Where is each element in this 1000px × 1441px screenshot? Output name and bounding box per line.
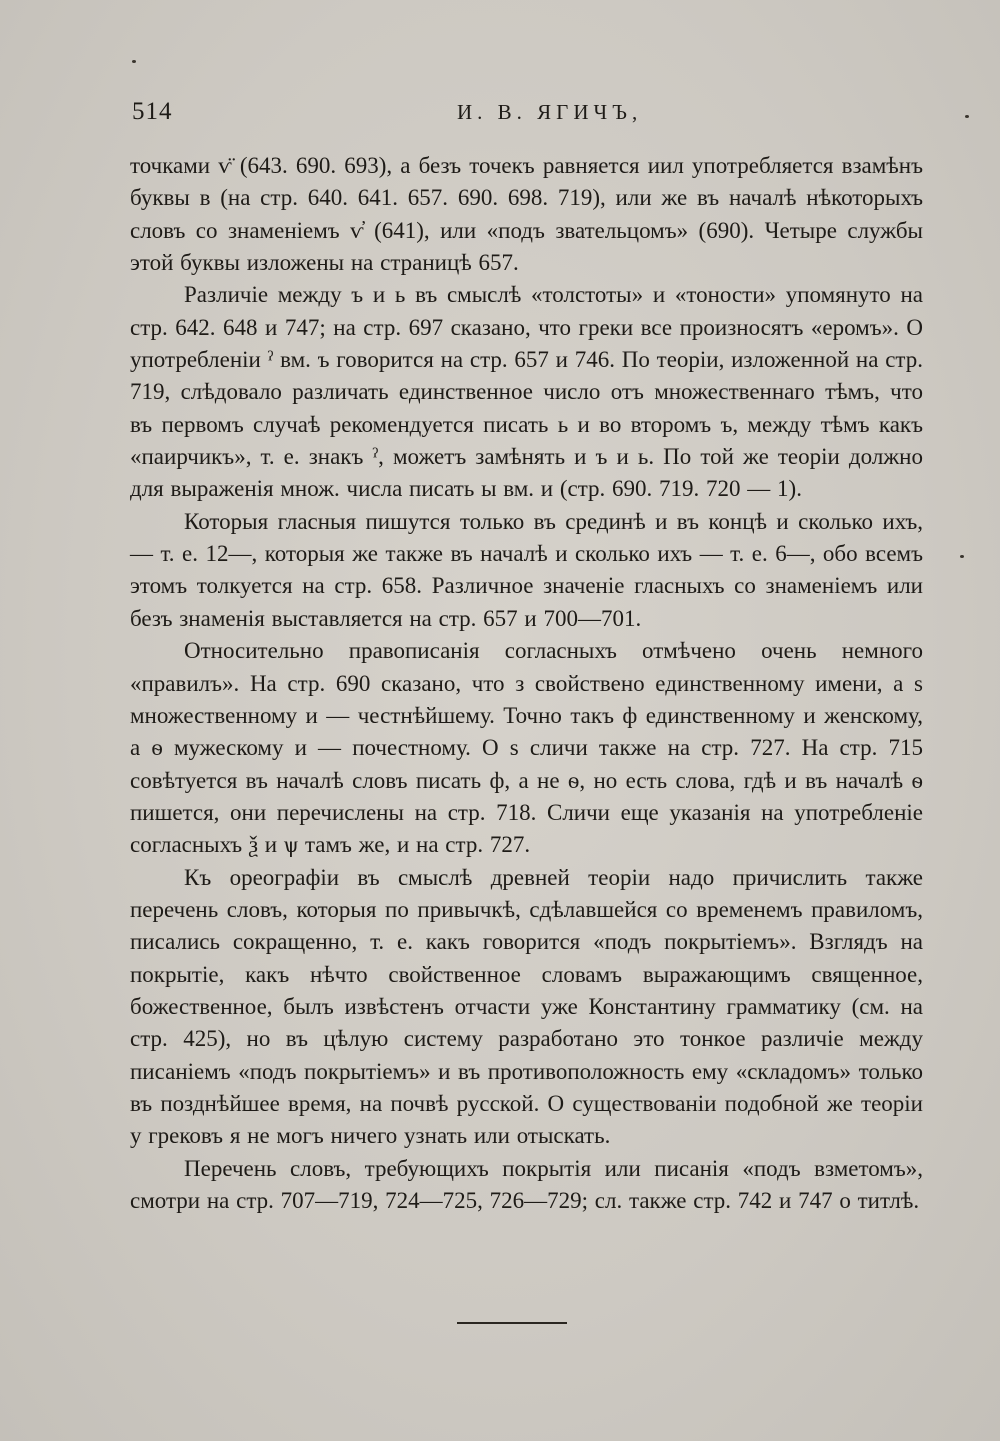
- end-rule: [457, 1322, 567, 1324]
- print-speck: [960, 555, 964, 558]
- page-number: 514: [132, 98, 173, 125]
- print-speck: [132, 60, 136, 63]
- page-header: [132, 98, 922, 134]
- print-speck: [965, 115, 969, 118]
- paragraph-continued: точками ѵ̈ (643. 690. 693), а безъ точекъ равняется иил употребляется взамѣнъ буквы в (на стр. 640. 641. 657. 690. 698. 719), или же въ началѣ нѣкоторыхъ словъ со знаменіемъ ѵ̓ (641), или «подъ звательцомъ» (690). Четыре службы этой буквы изложены на страницѣ 657.: [130, 153, 923, 276]
- paragraph: Которыя гласныя пишутся только въ срединѣ и въ концѣ и сколько ихъ, — т. е. 12—, которыя же также въ началѣ и сколько ихъ — т. е. 6—, обо всемъ этомъ толкуется на стр. 658. Различное значеніе гласныхъ со знаменіемъ или безъ знаменія выставляется на стр. 657 и 700—701.: [130, 508, 923, 631]
- paragraph: Относительно правописанія согласныхъ отмѣчено очень немного «правилъ». На стр. 690 сказано, что з свойствено единственному имени, а ѕ множественному и — честнѣйшему. Точно такъ ф единственному и женскому, а ѳ мужескому и — почестному. О ѕ сличи также на стр. 727. На стр. 715 совѣтуется въ началѣ словъ писать ф, а не ѳ, но есть слова, гдѣ и въ началѣ ѳ пишется, они перечислены на стр. 718. Сличи еще указанія на употребленіе согласныхъ ѯ и ѱ тамъ же, и на стр. 727.: [130, 638, 923, 858]
- paragraph: Различіе между ъ и ь въ смыслѣ «толстоты» и «тоности» упомянуто на стр. 642. 648 и 747; на стр. 697 сказано, что греки все произносятъ «еромъ». О употребленіи ˀ вм. ъ говорится на стр. 657 и 746. По теоріи, изложенной на стр. 719, слѣдовало различать единственное число отъ множественнаго тѣмъ, что въ первомъ случаѣ рекомендуется писать ь и во второмъ ъ, между тѣмъ какъ «паирчикъ», т. е. знакъ ˀ, можетъ замѣнять и ъ и ь. По той же теоріи должно для выраженія множ. числа писать ы вм. и (стр. 690. 719. 720 — 1).: [130, 282, 923, 502]
- paragraph: Къ ореографіи въ смыслѣ древней теоріи надо причислить также перечень словъ, которыя по привычкѣ, сдѣлавшейся со временемъ правиломъ, писались сокращенно, т. е. какъ говорится «подъ покрытіемъ». Взглядъ на покрытіе, какъ нѣчто свойственное словамъ выражающимъ священное, божественное, былъ извѣстенъ отчасти уже Константину грамматику (см. на стр. 425), но въ цѣлую систему разработано это тонкое различіе между писаніемъ «подъ покрытіемъ» и въ противоположность ему «складомъ» только въ позднѣйшее время, на почвѣ русской. О существованіи подобной же теоріи у грековъ я не могъ ничего узнать или отыскать.: [130, 864, 923, 1149]
- running-head: И. В. ЯГИЧЪ,: [457, 100, 643, 124]
- paragraph: Перечень словъ, требующихъ покрытія или писанія «подъ взметомъ», смотри на стр. 707—719, 724—725, 726—729; сл. также стр. 742 и 747 о титлѣ.: [130, 1155, 923, 1213]
- body-text: [130, 150, 923, 1217]
